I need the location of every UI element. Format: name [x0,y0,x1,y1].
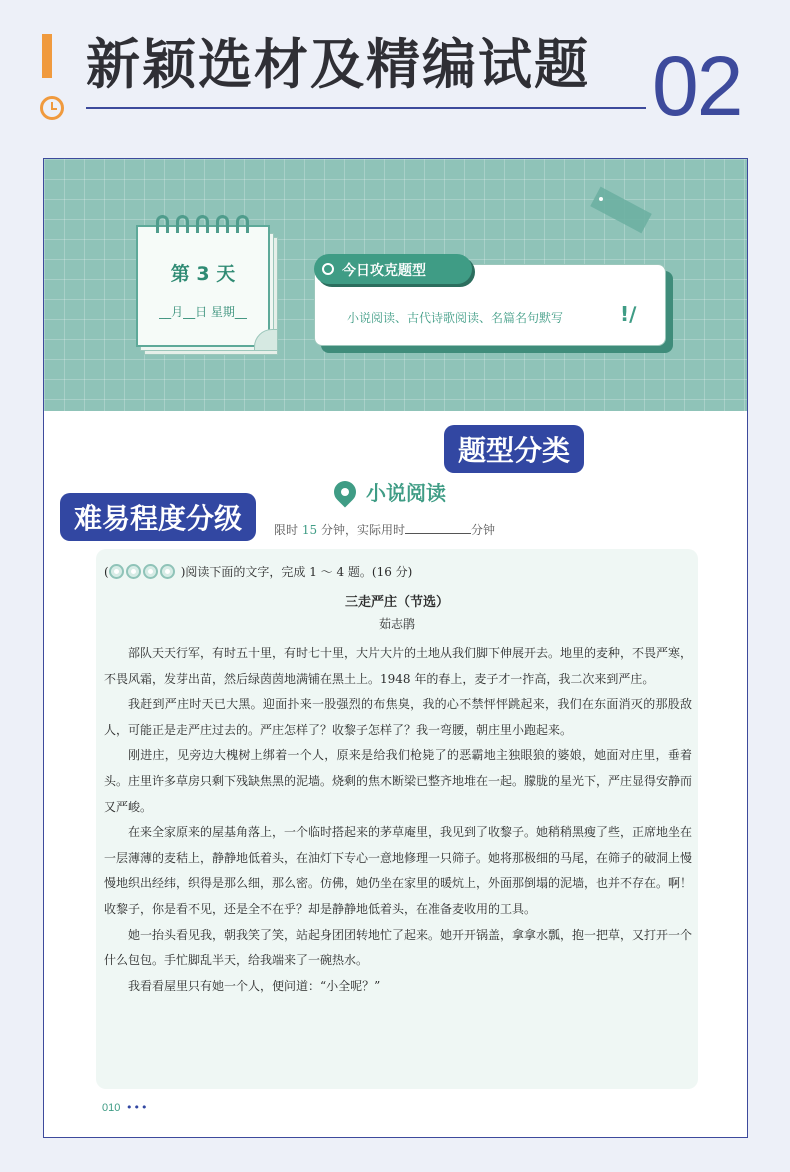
difficulty-circle-icon [109,564,124,579]
title-accent-bar [42,34,52,78]
ring-icon [236,215,249,233]
question-instruction-row [104,563,412,580]
time-suffix: 分钟 [470,523,495,537]
time-prefix: 限时 [274,523,299,537]
exclamation-icon: !∕ [620,302,637,326]
story-body [104,641,692,999]
ring-icon [176,215,189,233]
story-paragraph: 我赶到严庄时天已大黑。迎面扑来一股强烈的布焦臭，我的心不禁怦怦跳起来，我们在东面消灭的那股敌人，可能正是走严庄过去的。严庄怎样了？收黎子怎样了？我一弯腰，朝庄里小跑起来。 [104,697,692,737]
calendar-rings [156,215,249,233]
time-middle: 分钟，实际用时 [320,523,405,537]
tape-dot [599,197,603,201]
paren-close: ) [180,564,186,579]
difficulty-level-badge: 难易程度分级 [60,493,256,541]
type-category-badge: 题型分类 [444,425,584,473]
story-title: 三走严庄（节选） [344,595,449,610]
section-heading [334,477,446,506]
reading-passage-box [96,549,698,1089]
section-heading-text: 小说阅读 [366,481,446,505]
ring-icon [196,215,209,233]
today-label-pill [314,254,472,284]
calendar-card [136,225,270,347]
book-page [43,158,748,1138]
date-line: __月__日 星期__ [159,305,247,319]
time-limit-value: 15 [301,523,318,537]
location-pin-icon [329,476,360,507]
page-title: 新颖选材及精编试题 [86,33,590,96]
section-number: 02 [652,39,742,133]
story-paragraph: 部队天天行军，有时五十里，有时七十里，大片大片的土地从我们脚下伸展开去。地里的麦种，不畏严寒，不畏风霜，发芽出苗，然后绿茵茵地满铺在黑土上。1948 年的春上，麦子才一拃高，我二次来到严庄。 [104,646,693,686]
difficulty-circle-icon [160,564,175,579]
header-divider [86,107,646,109]
story-paragraph: 在来全家原来的屋基角落上，一个临时搭起来的茅草庵里，我见到了收黎子。她稍稍黑瘦了些，正席地坐在一层薄薄的麦秸上，静静地低着头，在油灯下专心一意地修理一只筛子。她将那极细的马尾，在筛子的破洞上慢慢地织出经纬，织得是那么细，那么密。仿佛，她仍坐在家里的暖炕上，外面那倒塌的泥墙，也并不存在。啊！收黎子，你是看不见，还是全不在乎？却是静静地低着头，在准备麦收用的工具。 [104,825,693,916]
question-instruction: 阅读下面的文字，完成 1 ～ 4 题。(16 分) [185,565,413,579]
page-dots: ••• [126,1101,149,1114]
ring-icon [156,215,169,233]
difficulty-circle-icon [126,564,141,579]
story-paragraph: 我看看屋里只有她一个人，便问道：“小全呢？” [128,978,381,993]
difficulty-rating [109,564,175,579]
difficulty-circle-icon [143,564,158,579]
ring-icon [216,215,229,233]
today-topics: 小说阅读、古代诗歌阅读、名篇名句默写 [347,311,564,325]
clock-icon [40,96,64,120]
circle-icon [322,263,334,275]
story-author: 茹志鹃 [378,617,415,631]
day-label: 第 3 天 [170,263,236,285]
story-paragraph: 她一抬头看见我，朝我笑了笑，站起身团团转地忙了起来。她开开锅盖，拿拿水瓢，抱一把草，又打开一个什么包包。手忙脚乱半天，给我端来了一碗热水。 [104,927,693,968]
today-label: 今日攻克题型 [342,263,426,279]
story-paragraph: 刚进庄，见旁边大槐树上绑着一个人，原来是给我们枪毙了的恶霸地主独眼狼的婆娘，她面对庄里，垂着头。庄里许多草房只剩下残缺焦黑的泥墙。烧剩的焦木断梁已整齐地堆在一起。朦胧的星光下，严庄显得安静而又严峻。 [104,748,693,814]
time-limit-line [274,521,495,538]
actual-time-blank [405,522,471,534]
paren-open: ( [104,564,109,579]
page-number: 010 [102,1102,121,1114]
